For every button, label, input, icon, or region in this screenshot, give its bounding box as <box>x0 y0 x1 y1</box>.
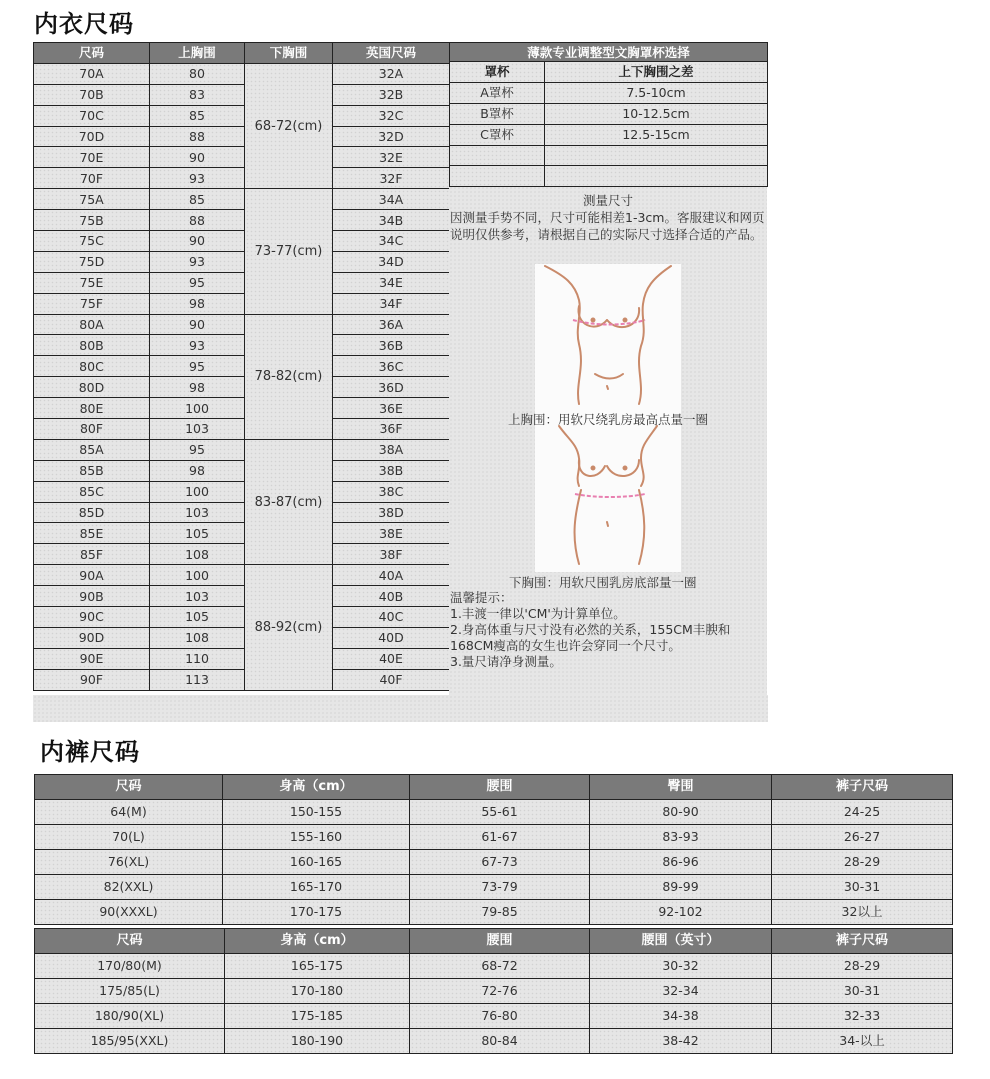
panty-cell: 82(XXL) <box>35 875 223 900</box>
panty-header-cell: 尺码 <box>35 775 223 800</box>
upper-bust-cell: 80 <box>150 63 245 84</box>
uk-size-cell: 34B <box>333 210 450 231</box>
panty-cell: 64(M) <box>35 800 223 825</box>
panty-cell: 73-79 <box>410 875 590 900</box>
bra-size-cell: 75A <box>34 189 150 210</box>
upper-bust-cell: 90 <box>150 231 245 252</box>
tip-item: 2.身高体重与尺寸没有必然的关系，155CM丰腴和168CM瘦高的女生也许会穿同一个尺寸。 <box>450 622 731 653</box>
panty-cell: 165-170 <box>223 875 410 900</box>
bra-size-cell: 90A <box>34 565 150 586</box>
bra-size-row <box>34 189 450 210</box>
bra-size-cell: 75E <box>34 272 150 293</box>
panty-cell: 67-73 <box>410 850 590 875</box>
uk-size-cell: 32D <box>333 126 450 147</box>
bra-size-row <box>34 648 450 669</box>
cup-diff: 12.5-15cm <box>545 124 768 145</box>
uk-size-cell: 32A <box>333 63 450 84</box>
upper-bust-cell: 98 <box>150 293 245 314</box>
bra-size-cell: 85F <box>34 544 150 565</box>
panty-cell: 61-67 <box>410 825 590 850</box>
upper-bust-cell: 93 <box>150 335 245 356</box>
panty-cell: 89-99 <box>590 875 772 900</box>
bra-table-header <box>34 43 450 64</box>
bra-size-cell: 70E <box>34 147 150 168</box>
upper-bust-cell: 83 <box>150 84 245 105</box>
bra-size-cell: 80A <box>34 314 150 335</box>
bra-size-row <box>34 314 450 335</box>
under-bust-cell: 83-87(cm) <box>245 439 333 564</box>
uk-size-cell: 36C <box>333 356 450 377</box>
empty-cell <box>545 166 768 187</box>
upper-bust-cell: 93 <box>150 251 245 272</box>
panty-size-title: 内裤尺码 <box>40 738 140 766</box>
bra-size-cell: 85B <box>34 460 150 481</box>
upper-bust-cell: 103 <box>150 586 245 607</box>
bra-size-row <box>34 251 450 272</box>
panty-size-row <box>35 825 953 850</box>
panty-cell: 34-38 <box>590 1004 772 1029</box>
panty-cell: 155-160 <box>223 825 410 850</box>
panty-cell: 92-102 <box>590 900 772 925</box>
panty-cell: 165-175 <box>225 954 410 979</box>
panty-size-row <box>35 875 953 900</box>
panty-cell: 55-61 <box>410 800 590 825</box>
bra-size-cell: 75C <box>34 231 150 252</box>
bra-size-row <box>34 377 450 398</box>
bra-size-row <box>34 481 450 502</box>
bra-size-row <box>34 335 450 356</box>
under-bust-cell: 88-92(cm) <box>245 565 333 690</box>
tip-item: 3.量尺请净身测量。 <box>450 654 562 669</box>
empty-cell <box>545 145 768 166</box>
bra-size-cell: 85C <box>34 481 150 502</box>
cup-selection-panel <box>449 42 767 722</box>
bra-size-row <box>34 502 450 523</box>
uk-size-cell: 36D <box>333 377 450 398</box>
header-size: 尺码 <box>34 43 150 64</box>
uk-size-cell: 40F <box>333 669 450 690</box>
uk-size-cell: 32E <box>333 147 450 168</box>
upper-bust-cell: 103 <box>150 419 245 440</box>
panty-cell: 30-32 <box>590 954 772 979</box>
tips-block <box>450 590 766 670</box>
panty-size-row <box>35 800 953 825</box>
bra-size-row <box>34 523 450 544</box>
panty-header-cell: 尺码 <box>35 929 225 954</box>
cup-diff: 10-12.5cm <box>545 103 768 124</box>
panty-cell: 180-190 <box>225 1029 410 1054</box>
cup-name: C罩杯 <box>450 124 545 145</box>
upper-bust-caption: 上胸围：用软尺绕乳房最高点量一圈 <box>507 412 708 427</box>
bra-size-row <box>34 398 450 419</box>
upper-bust-cell: 105 <box>150 607 245 628</box>
uk-size-cell: 40A <box>333 565 450 586</box>
upper-bust-cell: 105 <box>150 523 245 544</box>
upper-bust-cell: 88 <box>150 210 245 231</box>
panty-cell: 32以上 <box>772 900 953 925</box>
panty-cell: 90(XXXL) <box>35 900 223 925</box>
panty-size-row <box>35 979 953 1004</box>
bra-size-row <box>34 84 450 105</box>
uk-size-cell: 38F <box>333 544 450 565</box>
bra-size-row <box>34 439 450 460</box>
bra-size-cell: 90C <box>34 607 150 628</box>
panty-cell: 76(XL) <box>35 850 223 875</box>
panty-cell: 32-33 <box>772 1004 953 1029</box>
measure-note: 因测量手势不同，尺寸可能相差1-3cm。客服建议和网页说明仅供参考，请根据自己的实际尺寸选择合适的产品。 <box>450 210 765 242</box>
panty-cell: 150-155 <box>223 800 410 825</box>
bra-size-row <box>34 356 450 377</box>
upper-bust-cell: 108 <box>150 544 245 565</box>
panty-cell: 79-85 <box>410 900 590 925</box>
panty-header-cell: 身高（cm） <box>225 929 410 954</box>
bra-size-row <box>34 419 450 440</box>
upper-bust-cell: 98 <box>150 377 245 398</box>
panty-cell: 80-84 <box>410 1029 590 1054</box>
bra-size-cell: 70B <box>34 84 150 105</box>
panty-size-table-1 <box>34 774 953 925</box>
bra-size-cell: 90F <box>34 669 150 690</box>
bra-size-row <box>34 272 450 293</box>
bra-size-row <box>34 231 450 252</box>
bra-size-row <box>34 147 450 168</box>
uk-size-cell: 40D <box>333 627 450 648</box>
uk-size-cell: 38C <box>333 481 450 502</box>
panty-header-cell: 腰围（英寸） <box>590 929 772 954</box>
upper-bust-cell: 110 <box>150 648 245 669</box>
bra-size-cell: 80C <box>34 356 150 377</box>
bra-size-row <box>34 627 450 648</box>
panty-size-row <box>35 900 953 925</box>
uk-size-cell: 38B <box>333 460 450 481</box>
bra-size-row <box>34 544 450 565</box>
uk-size-cell: 38D <box>333 502 450 523</box>
upper-bust-cell: 85 <box>150 105 245 126</box>
tip-item: 1.丰渡一律以'CM'为计算单位。 <box>450 606 626 621</box>
cup-name: A罩杯 <box>450 82 545 103</box>
cup-name: B罩杯 <box>450 103 545 124</box>
panty-cell: 32-34 <box>590 979 772 1004</box>
panty-header-cell: 裤子尺码 <box>772 775 953 800</box>
cup-header: 罩杯 <box>450 62 545 83</box>
upper-bust-cell: 103 <box>150 502 245 523</box>
bra-size-cell: 90D <box>34 627 150 648</box>
tips-title: 温馨提示： <box>450 590 513 605</box>
panty-cell: 72-76 <box>410 979 590 1004</box>
uk-size-cell: 38E <box>333 523 450 544</box>
upper-bust-cell: 113 <box>150 669 245 690</box>
panty-cell: 30-31 <box>772 875 953 900</box>
panty-cell: 185/95(XXL) <box>35 1029 225 1054</box>
measure-section <box>449 192 767 722</box>
panty-cell: 170-180 <box>225 979 410 1004</box>
bra-size-cell: 85D <box>34 502 150 523</box>
panty-size-row <box>35 1004 953 1029</box>
cup-table-title: 薄款专业调整型文胸罩杯选择 <box>450 43 768 62</box>
bra-size-cell: 90E <box>34 648 150 669</box>
bra-size-cell: 70D <box>34 126 150 147</box>
uk-size-cell: 40B <box>333 586 450 607</box>
panty-size-table-2 <box>34 928 953 1054</box>
uk-size-cell: 32C <box>333 105 450 126</box>
panty-header-cell: 腰围 <box>410 929 590 954</box>
panty-cell: 170/80(M) <box>35 954 225 979</box>
bra-size-cell: 85E <box>34 523 150 544</box>
bra-size-title: 内衣尺码 <box>34 10 134 38</box>
bra-size-cell: 75F <box>34 293 150 314</box>
cup-diff: 7.5-10cm <box>545 82 768 103</box>
panty-cell: 86-96 <box>590 850 772 875</box>
uk-size-cell: 36F <box>333 419 450 440</box>
uk-size-cell: 36E <box>333 398 450 419</box>
uk-size-cell: 34D <box>333 251 450 272</box>
measure-title: 测量尺寸 <box>582 193 633 208</box>
upper-bust-cell: 88 <box>150 126 245 147</box>
upper-bust-cell: 85 <box>150 189 245 210</box>
bra-table-footer-strip <box>33 695 768 722</box>
upper-bust-cell: 98 <box>150 460 245 481</box>
under-bust-cell: 68-72(cm) <box>245 63 333 188</box>
bra-size-cell: 90B <box>34 586 150 607</box>
bra-size-cell: 85A <box>34 439 150 460</box>
bra-size-row <box>34 63 450 84</box>
uk-size-cell: 32B <box>333 84 450 105</box>
panty-cell: 28-29 <box>772 850 953 875</box>
panty-cell: 24-25 <box>772 800 953 825</box>
bra-size-cell: 75D <box>34 251 150 272</box>
panty-size-row <box>35 850 953 875</box>
bra-size-row <box>34 168 450 189</box>
header-upper-bust: 上胸围 <box>150 43 245 64</box>
uk-size-cell: 34C <box>333 231 450 252</box>
upper-bust-cell: 93 <box>150 168 245 189</box>
uk-size-cell: 34A <box>333 189 450 210</box>
bra-size-row <box>34 210 450 231</box>
bra-size-cell: 80E <box>34 398 150 419</box>
under-bust-cell: 73-77(cm) <box>245 189 333 314</box>
uk-size-cell: 34E <box>333 272 450 293</box>
panty-cell: 175-185 <box>225 1004 410 1029</box>
panty-cell: 160-165 <box>223 850 410 875</box>
panty-cell: 34-以上 <box>772 1029 953 1054</box>
panty-cell: 180/90(XL) <box>35 1004 225 1029</box>
bra-size-cell: 80B <box>34 335 150 356</box>
bra-size-row <box>34 460 450 481</box>
upper-bust-cell: 90 <box>150 147 245 168</box>
uk-size-cell: 32F <box>333 168 450 189</box>
bra-size-row <box>34 565 450 586</box>
upper-bust-cell: 95 <box>150 439 245 460</box>
uk-size-cell: 40E <box>333 648 450 669</box>
upper-bust-cell: 100 <box>150 565 245 586</box>
panty-header-cell: 身高（cm） <box>223 775 410 800</box>
panty-cell: 76-80 <box>410 1004 590 1029</box>
bra-size-cell: 70C <box>34 105 150 126</box>
panty-header-cell: 臀围 <box>590 775 772 800</box>
uk-size-cell: 36B <box>333 335 450 356</box>
panty-header-cell: 腰围 <box>410 775 590 800</box>
uk-size-cell: 36A <box>333 314 450 335</box>
bra-size-cell: 70F <box>34 168 150 189</box>
panty-size-row <box>35 1029 953 1054</box>
bra-size-table <box>33 42 450 691</box>
difference-header: 上下胸围之差 <box>545 62 768 83</box>
under-bust-caption: 下胸围：用软尺围乳房底部量一圈 <box>509 575 697 590</box>
panty-cell: 28-29 <box>772 954 953 979</box>
empty-cell <box>450 166 545 187</box>
upper-bust-cell: 90 <box>150 314 245 335</box>
upper-bust-cell: 100 <box>150 481 245 502</box>
panty-cell: 170-175 <box>223 900 410 925</box>
panty-cell: 38-42 <box>590 1029 772 1054</box>
panty-cell: 83-93 <box>590 825 772 850</box>
cup-table <box>449 42 768 187</box>
under-bust-cell: 78-82(cm) <box>245 314 333 439</box>
empty-cell <box>450 145 545 166</box>
bra-size-row <box>34 669 450 690</box>
header-under-bust: 下胸围 <box>245 43 333 64</box>
panty-cell: 80-90 <box>590 800 772 825</box>
uk-size-cell: 40C <box>333 607 450 628</box>
panty-size-row <box>35 954 953 979</box>
panty-cell: 68-72 <box>410 954 590 979</box>
panty-cell: 30-31 <box>772 979 953 1004</box>
panty-cell: 26-27 <box>772 825 953 850</box>
bra-size-row <box>34 126 450 147</box>
upper-bust-cell: 95 <box>150 356 245 377</box>
panty-header-cell: 裤子尺码 <box>772 929 953 954</box>
bra-size-row <box>34 105 450 126</box>
upper-bust-cell: 95 <box>150 272 245 293</box>
bra-size-cell: 80F <box>34 419 150 440</box>
bra-size-cell: 75B <box>34 210 150 231</box>
upper-bust-cell: 100 <box>150 398 245 419</box>
bra-size-row <box>34 586 450 607</box>
uk-size-cell: 34F <box>333 293 450 314</box>
bra-size-row <box>34 607 450 628</box>
upper-bust-cell: 108 <box>150 627 245 648</box>
panty-cell: 70(L) <box>35 825 223 850</box>
bra-size-cell: 80D <box>34 377 150 398</box>
uk-size-cell: 38A <box>333 439 450 460</box>
bra-size-cell: 70A <box>34 63 150 84</box>
panty-cell: 175/85(L) <box>35 979 225 1004</box>
header-uk-size: 英国尺码 <box>333 43 450 64</box>
bra-size-row <box>34 293 450 314</box>
